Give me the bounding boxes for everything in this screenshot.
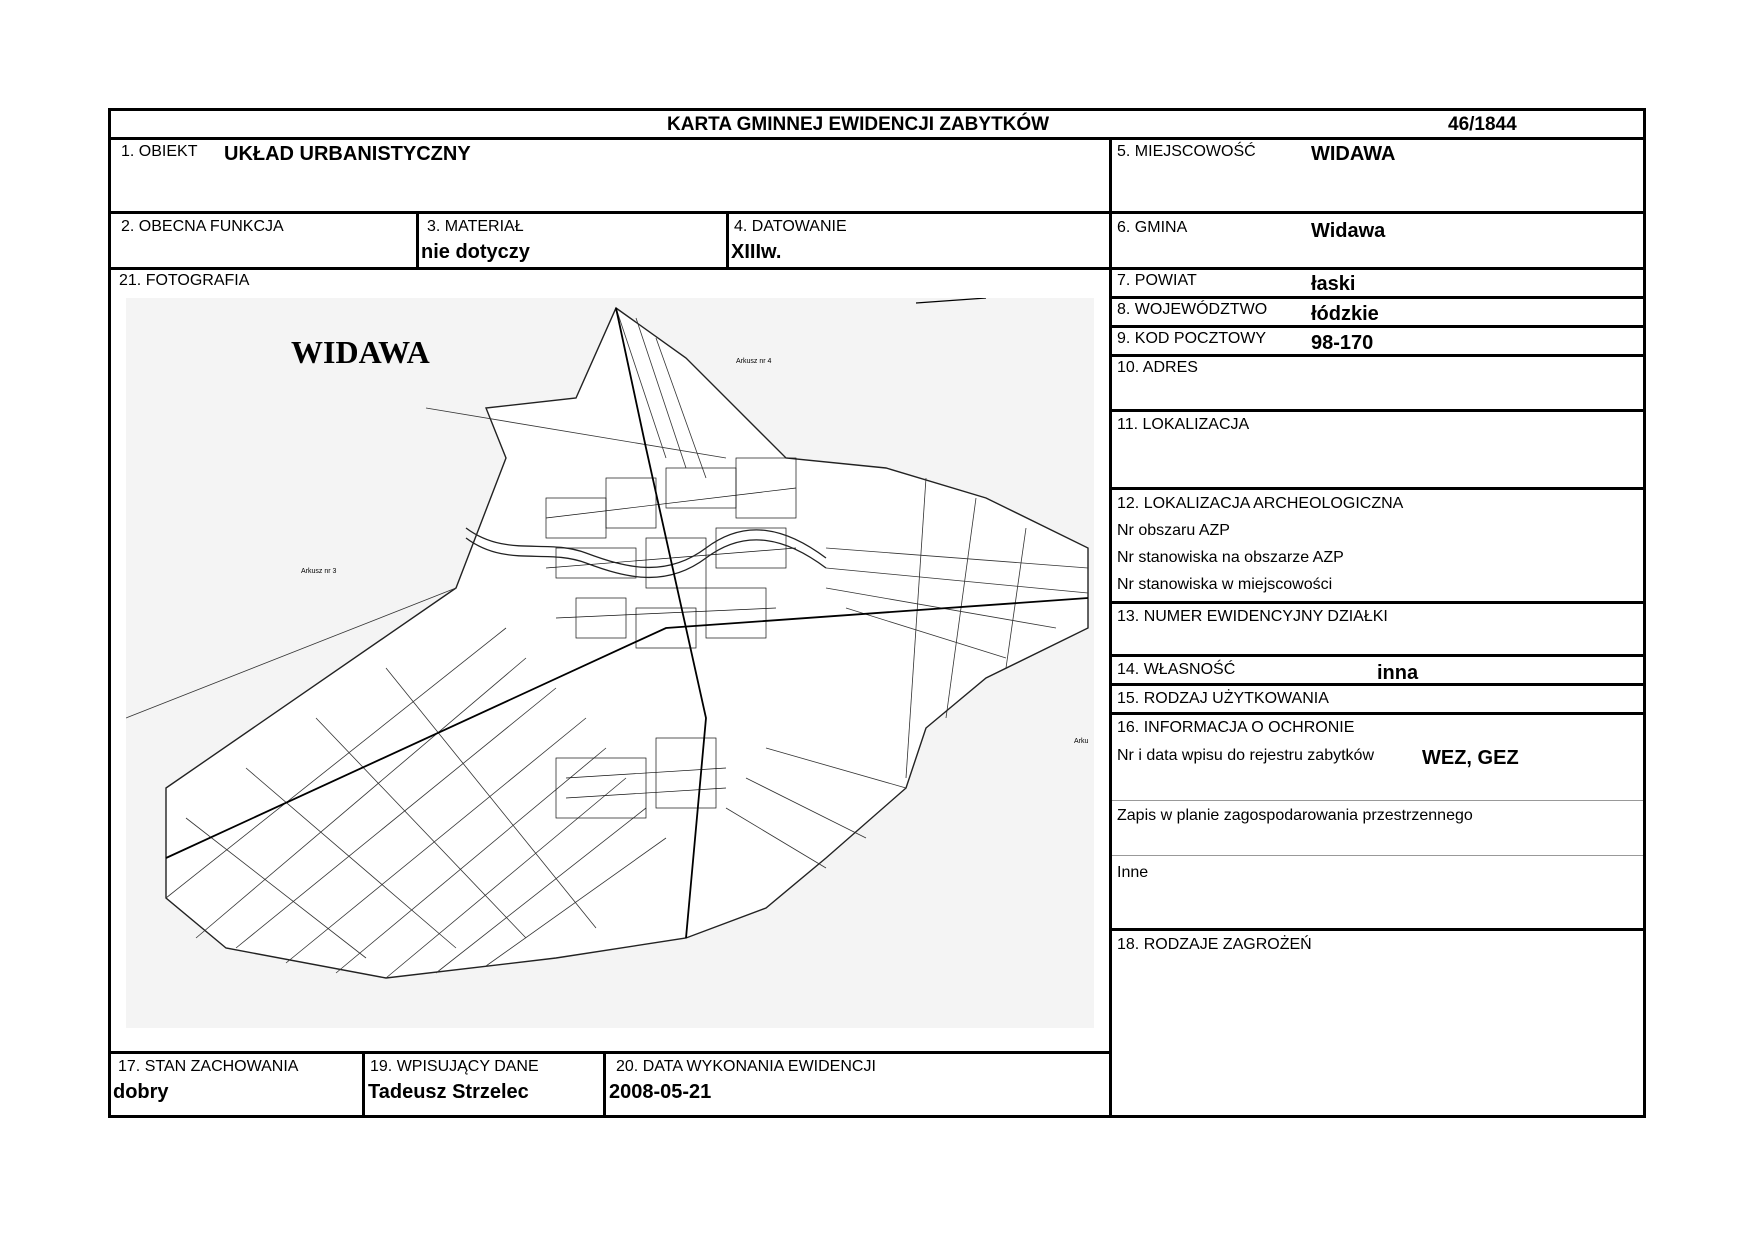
- field-kod-pocztowy-value: 98-170: [1311, 332, 1374, 354]
- field-lokalizacja-label: 11. LOKALIZACJA: [1117, 416, 1250, 433]
- field-ochrona-other-label: Inne: [1117, 864, 1149, 881]
- field-obiekt-value: UKŁAD URBANISTYCZNY: [224, 143, 471, 165]
- map-sheet-right: Arku: [1074, 738, 1089, 745]
- field-wlasnosc: [1109, 654, 1646, 686]
- field-fotografia-label: 21. FOTOGRAFIA: [119, 272, 250, 289]
- field-fotografia: [108, 267, 1112, 1054]
- field-gmina-label: 6. GMINA: [1117, 219, 1188, 236]
- field-wojewodztwo-label: 8. WOJEWÓDZTWO: [1117, 301, 1268, 318]
- field-powiat: [1109, 267, 1646, 299]
- field-wpisujacy-label: 19. WPISUJĄCY DANE: [370, 1058, 539, 1075]
- field-datowanie-value: XIIIw.: [731, 241, 782, 263]
- cadastral-map: [126, 298, 1094, 1028]
- card-title: KARTA GMINNEJ EWIDENCJI ZABYTKÓW: [667, 114, 1050, 135]
- field-obiekt: [108, 137, 1112, 214]
- divider: [1112, 855, 1643, 856]
- field-datowanie-label: 4. DATOWANIE: [734, 218, 847, 235]
- field-material-label: 3. MATERIAŁ: [427, 218, 524, 235]
- field-adres-label: 10. ADRES: [1117, 359, 1198, 376]
- field-ochrona-plan-label: Zapis w planie zagospodarowania przestrzennego: [1117, 807, 1473, 824]
- field-lokalizacja-archeologiczna: [1109, 487, 1646, 604]
- map-sheet-left: Arkusz nr 3: [301, 568, 337, 575]
- field-rodzaj-uzytkowania: [1109, 683, 1646, 715]
- field-wojewodztwo-value: łódzkie: [1311, 303, 1379, 325]
- map-title: WIDAWA: [291, 334, 430, 370]
- field-gmina: [1109, 211, 1646, 270]
- field-rodzaj-uzytkowania-label: 15. RODZAJ UŻYTKOWANIA: [1117, 690, 1329, 707]
- field-zagrozenia-label: 18. RODZAJE ZAGROŻEŃ: [1117, 936, 1312, 953]
- field-archeo-azp-area: Nr obszaru AZP: [1117, 522, 1230, 539]
- field-adres: [1109, 354, 1646, 412]
- field-powiat-value: łaski: [1311, 273, 1356, 295]
- field-ochrona-label: 16. INFORMACJA O OCHRONIE: [1117, 719, 1355, 736]
- field-archeo-label: 12. LOKALIZACJA ARCHEOLOGICZNA: [1117, 495, 1404, 512]
- field-kod-pocztowy-label: 9. KOD POCZTOWY: [1117, 330, 1267, 347]
- field-numer-dzialki-label: 13. NUMER EWIDENCYJNY DZIAŁKI: [1117, 608, 1388, 625]
- field-wpisujacy-dane: [362, 1051, 606, 1118]
- field-archeo-local-site: Nr stanowiska w miejscowości: [1117, 576, 1333, 593]
- field-wojewodztwo: [1109, 296, 1646, 328]
- field-material-value: nie dotyczy: [421, 241, 530, 263]
- field-ochrona-register-label: Nr i data wpisu do rejestru zabytków: [1117, 747, 1374, 764]
- field-lokalizacja: [1109, 409, 1646, 490]
- field-data-wykonania-value: 2008-05-21: [609, 1081, 712, 1103]
- header-row: [108, 108, 1646, 140]
- map-sheet-top: Arkusz nr 4: [736, 358, 772, 365]
- field-miejscowosc-value: WIDAWA: [1311, 143, 1396, 165]
- field-datowanie: [726, 211, 1112, 270]
- field-stan-zachowania-label: 17. STAN ZACHOWANIA: [118, 1058, 299, 1075]
- divider: [1112, 800, 1643, 801]
- field-material: [416, 211, 729, 270]
- field-stan-zachowania: [108, 1051, 365, 1118]
- field-obiekt-label: 1. OBIEKT: [121, 143, 198, 160]
- field-data-wykonania-label: 20. DATA WYKONANIA EWIDENCJI: [616, 1058, 876, 1075]
- field-wpisujacy-value: Tadeusz Strzelec: [368, 1081, 529, 1103]
- field-powiat-label: 7. POWIAT: [1117, 272, 1197, 289]
- field-ochrona-register-value: WEZ, GEZ: [1422, 747, 1519, 769]
- field-numer-dzialki: [1109, 601, 1646, 657]
- field-wlasnosc-label: 14. WŁASNOŚĆ: [1117, 661, 1236, 678]
- field-archeo-azp-site: Nr stanowiska na obszarze AZP: [1117, 549, 1344, 566]
- field-miejscowosc-label: 5. MIEJSCOWOŚĆ: [1117, 143, 1256, 160]
- card-number: 46/1844: [1448, 114, 1517, 135]
- field-miejscowosc: [1109, 137, 1646, 214]
- field-rodzaje-zagrozen: [1109, 928, 1646, 1118]
- field-data-wykonania: [603, 1051, 1112, 1118]
- field-obecna-funkcja-label: 2. OBECNA FUNKCJA: [121, 218, 284, 235]
- field-obecna-funkcja: [108, 211, 419, 270]
- field-stan-zachowania-value: dobry: [113, 1081, 169, 1103]
- field-informacja-o-ochronie: [1109, 712, 1646, 931]
- field-wlasnosc-value: inna: [1377, 662, 1419, 684]
- field-kod-pocztowy: [1109, 325, 1646, 357]
- field-gmina-value: Widawa: [1311, 220, 1386, 242]
